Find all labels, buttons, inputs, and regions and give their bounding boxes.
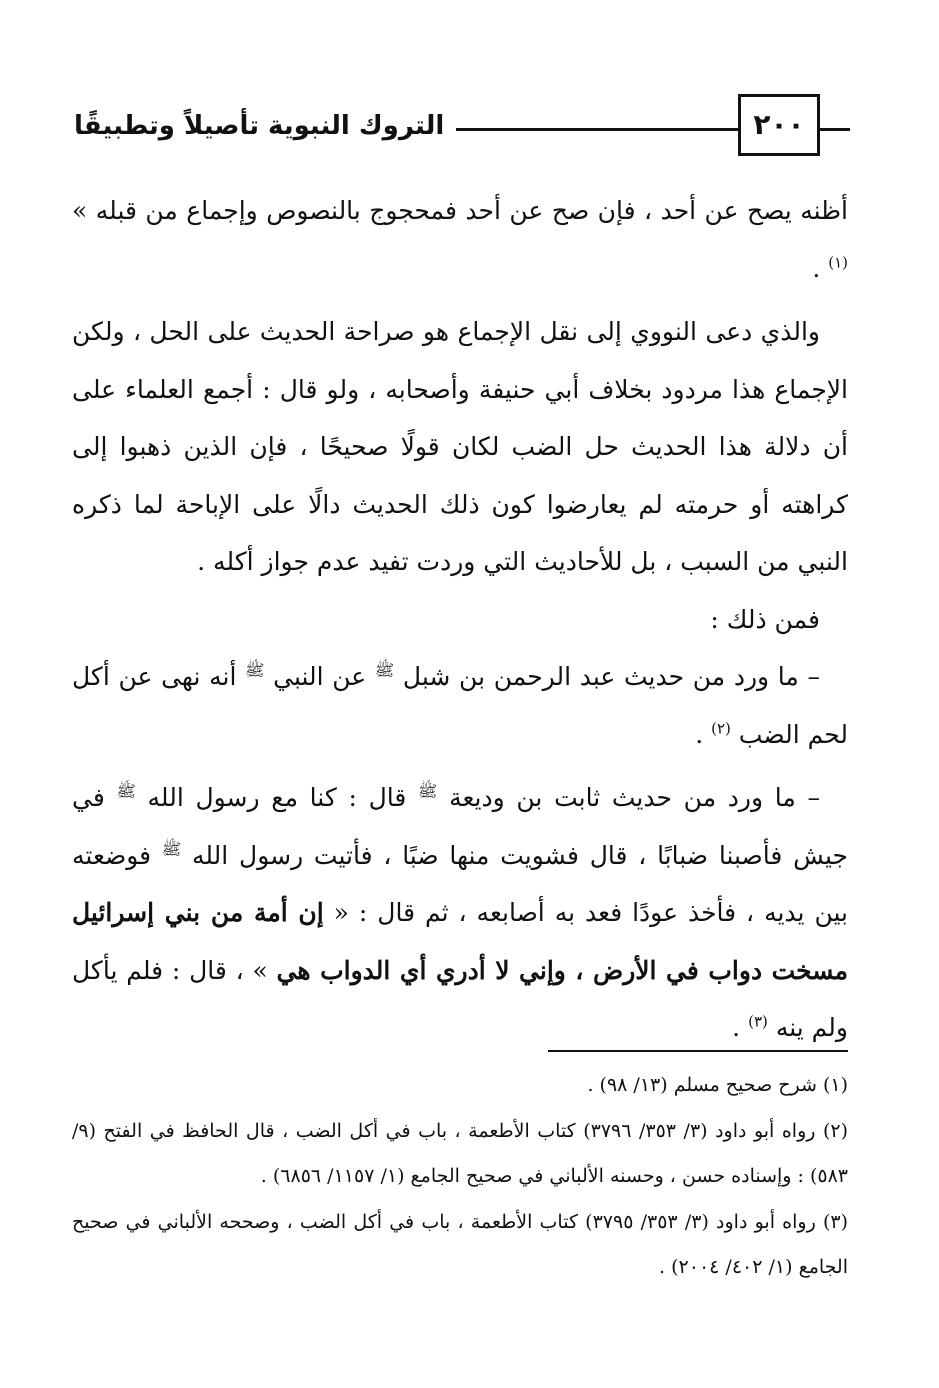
footnote-1: (١) شرح صحيح مسلم (١٣/ ٩٨) . xyxy=(587,1074,848,1096)
footnotes xyxy=(72,1063,848,1291)
honorific-radiallah: ﷺ xyxy=(418,781,438,801)
hadith-2-text-c: في جيش فأصبنا ضبابًا ، قال فشويت منها ضبًا ، فأتيت رسول الله xyxy=(72,783,848,870)
honorific-salawat: ﷺ xyxy=(116,781,136,801)
paragraph-continued xyxy=(72,182,848,297)
hadith-2-end: . xyxy=(732,1013,749,1042)
paragraph-hadith-1 xyxy=(72,648,848,763)
hadith-1-text-c: أنه نهى عن أكل لحم الضب xyxy=(72,662,848,749)
hadith-1-text-b: عن النبي xyxy=(264,662,375,691)
footnote-ref-1: (١) xyxy=(828,253,848,272)
hadith-quote: إن أمة من بني إسرائيل مسخت دواب في الأرض ، وإني لا أدري أي الدواب هي xyxy=(72,898,848,985)
hadith-2-text-d: فوضعته بين يديه ، فأخذ عودًا فعد به أصابعه ، ثم قال : « xyxy=(72,840,848,927)
paragraph-hadith-2 xyxy=(72,769,848,1057)
hadith-1-text-a: – ما ورد من حديث عبد الرحمن بن شبل xyxy=(394,662,820,691)
honorific-salawat: ﷺ xyxy=(161,839,182,859)
footnote-2: (٢) رواه أبو داود (٣/ ٣٥٣/ ٣٧٩٦) كتاب الأطعمة ، باب في أكل الضب ، قال الحافظ في الفتح (٩/ ٥٨٣) : وإسناده حسن ، وحسنه الألباني في صحيح الجامع (١/ ١١٥٧/ ٦٨٥٦) . xyxy=(72,1119,848,1187)
hadith-2-text-a: – ما ورد من حديث ثابت بن وديعة xyxy=(437,783,820,812)
paragraph-end: . xyxy=(812,253,829,283)
paragraph-text: أظنه يصح عن أحد ، فإن صح عن أحد فمحجوج بالنصوص وإجماع من قبله » xyxy=(72,196,848,225)
paragraph-nawawi: والذي دعى النووي إلى نقل الإجماع هو صراحة الحديث على الحل ، ولكن الإجماع هذا مردود بخلاف أبي حنيفة وأصحابه ، ولو قال : أجمع العلماء على أن دلالة هذا الحديث حل الضب لكان قولًا صحيحًا ، فإن الذين ذهبوا إلى كراهته أو حرمته لم يعارضوا كون ذلك الحديث دالًا على الإباحة لما ذكره النبي من السبب ، بل للأحاديث التي وردت تفيد عدم جواز أكله . xyxy=(72,317,848,576)
page-number: ٢٠٠ xyxy=(738,94,820,156)
running-title: التروك النبوية تأصيلاً وتطبيقًا xyxy=(70,104,456,148)
paragraph-examples-intro: فمن ذلك : xyxy=(710,604,820,634)
footnote-3: (٣) رواه أبو داود (٣/ ٣٥٣/ ٣٧٩٥) كتاب الأطعمة ، باب في أكل الضب ، وصححه الألباني في صحيح الجامع (١/ ٤٠٢/ ٢٠٠٤) . xyxy=(72,1210,848,1278)
footnote-separator xyxy=(548,1050,848,1052)
page-header xyxy=(70,90,850,160)
main-text xyxy=(72,182,848,1057)
hadith-1-end: . xyxy=(695,719,712,749)
hadith-2-text-b: قال : كنا مع رسول الله xyxy=(135,783,419,812)
honorific-radiallah: ﷺ xyxy=(374,660,395,680)
honorific-salawat: ﷺ xyxy=(245,660,265,680)
footnote-ref-3: (٣) xyxy=(748,1012,768,1031)
hadith-2-text-e: » ، قال : فلم يأكل ولم ينه xyxy=(72,955,848,1042)
footnote-ref-2: (٢) xyxy=(711,719,731,738)
